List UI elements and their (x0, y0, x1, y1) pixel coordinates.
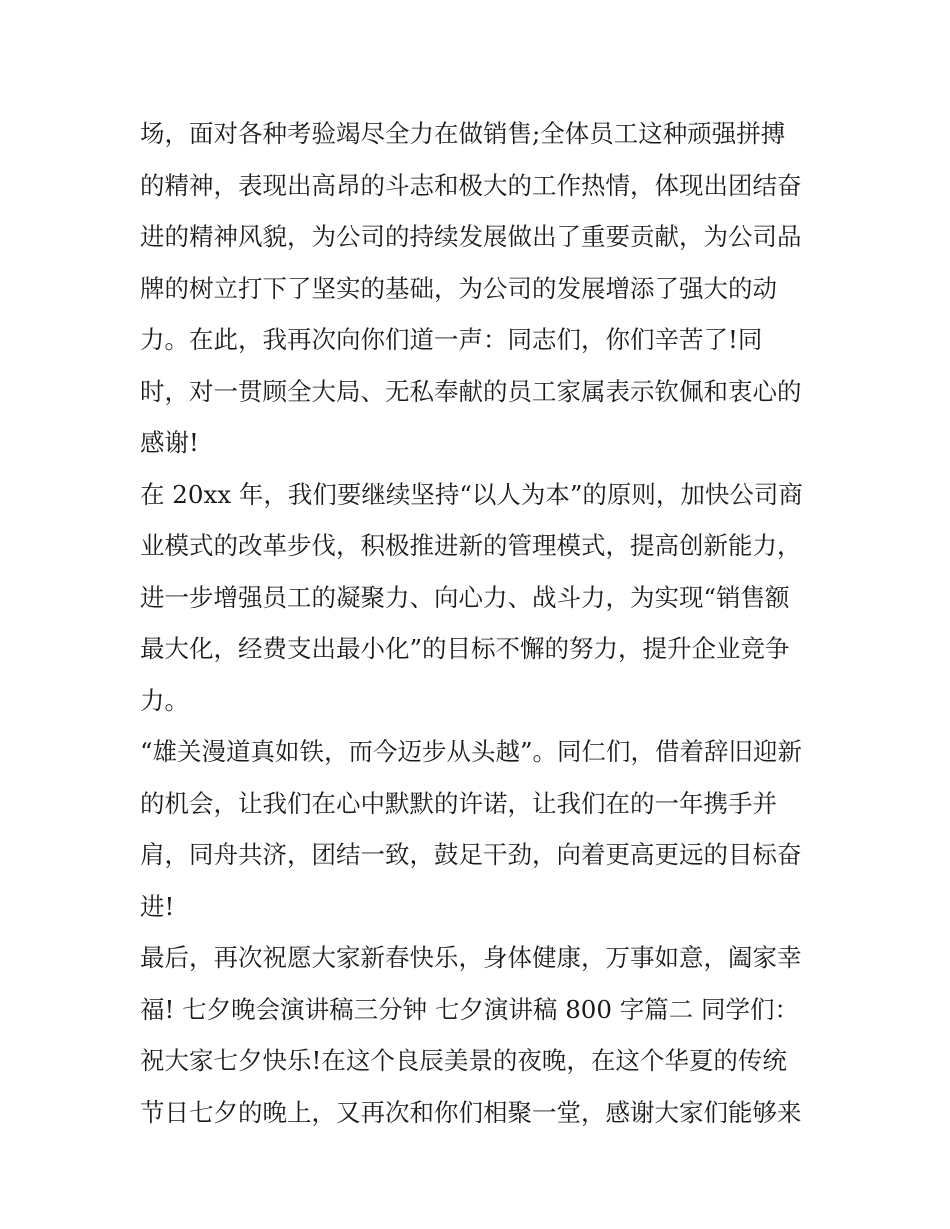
text-line: 节日七夕的晚上，又再次和你们相聚一堂，感谢大家们能够来 (140, 1097, 802, 1127)
text-line: 祝大家七夕快乐!在这个良辰美景的夜晚，在这个华夏的传统 (140, 1046, 787, 1075)
text-line: 福! 七夕晚会演讲稿三分钟 七夕演讲稿 800 字篇二 同学们： (140, 994, 800, 1024)
text-line: 进的精神风貌，为公司的持续发展做出了重要贡献，为公司品 (140, 222, 802, 251)
text-line: 在 20xx 年，我们要继续坚持“以人为本”的原则，加快公司商 (140, 479, 803, 509)
text-line: 肩，同舟共济，团结一致，鼓足干劲，向着更高更远的目标奋 (140, 840, 802, 869)
text-line: “雄关漫道真如铁，而今迈步从头越”。同仁们，借着辞旧迎新 (140, 737, 803, 766)
text-line: 业模式的改革步伐，积极推进新的管理模式，提高创新能力， (140, 531, 802, 560)
text-line: 场，面对各种考验竭尽全力在做销售;全体员工这种顽强拼搏 (140, 119, 786, 148)
text-line: 力。在此，我再次向你们道一声：同志们，你们辛苦了!同 (140, 325, 763, 354)
text-line: 力。 (140, 685, 189, 715)
text-line: 的机会，让我们在心中默默的许诺，让我们在的一年携手并 (140, 788, 777, 818)
text-line: 牌的树立打下了坚实的基础，为公司的发展增添了强大的动 (140, 273, 777, 303)
text-line: 的精神，表现出高昂的斗志和极大的工作热情，体现出团结奋 (140, 170, 802, 200)
text-line: 进! (140, 891, 175, 921)
text-line: 时，对一贯顾全大局、无私奉献的员工家属表示钦佩和衷心的 (140, 376, 802, 406)
text-line: 最后，再次祝愿大家新春快乐，身体健康，万事如意，阖家幸 (140, 943, 802, 972)
text-line: 最大化，经费支出最小化”的目标不懈的努力，提升企业竞争 (140, 634, 790, 663)
body-text (140, 108, 820, 1138)
text-line: 感谢! (140, 428, 199, 457)
text-line: 进一步增强员工的凝聚力、向心力、战斗力，为实现“销售额 (140, 582, 790, 612)
